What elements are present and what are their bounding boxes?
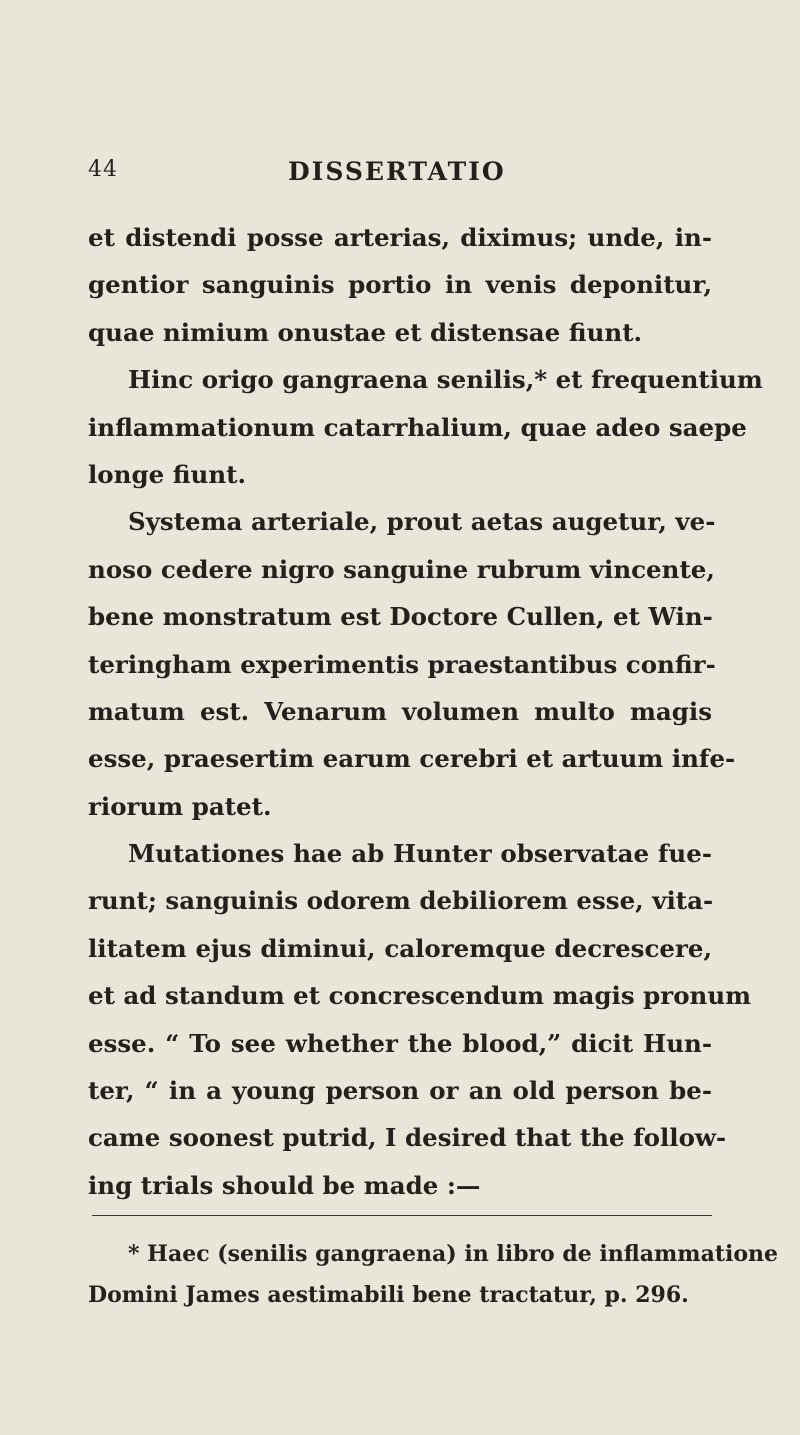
running-head <box>88 157 708 187</box>
text-line: came soonest putrid, I desired that the follow- <box>88 1123 727 1153</box>
running-head-title: DISSERTATIO <box>288 157 506 186</box>
text-line: noso cedere nigro sanguine rubrum vincente, <box>88 554 715 584</box>
text-line: ing trials should be made :— <box>88 1170 481 1200</box>
text-line: litatem ejus diminui, caloremque decrescere, <box>88 933 712 963</box>
text-line: runt; sanguinis odorem debiliorem esse, vita- <box>88 886 714 916</box>
body-text <box>88 214 763 1209</box>
text-line: esse, praesertim earum cerebri et artuum infe- <box>88 744 736 774</box>
text-line: inflammationum catarrhalium, quae adeo saepe <box>88 412 747 442</box>
text-line: et distendi posse arterias, diximus; unde, in- <box>88 223 712 252</box>
footnote <box>88 1234 779 1316</box>
text-line: quae nimium onustae et distensae fiunt. <box>88 317 643 347</box>
text-line: riorum patet. <box>88 791 272 821</box>
text-line: esse. “ To see whether the blood,” dicit Hun- <box>88 1028 712 1058</box>
text-line: teringham experimentis praestantibus confir- <box>88 649 716 679</box>
page-number: 44 <box>88 157 118 182</box>
footnote-line: * Haec (senilis gangraena) in libro de inflammatione <box>128 1241 779 1267</box>
text-line: Mutationes hae ab Hunter observatae fue- <box>128 839 712 869</box>
text-line: Systema arteriale, prout aetas augetur, ve- <box>128 507 716 537</box>
text-line: matum est. Venarum volumen multo magis <box>88 696 712 726</box>
text-line: et ad standum et concrescendum magis pronum <box>88 981 752 1011</box>
text-line: Hinc origo gangraena senilis,* et frequentium <box>128 365 763 395</box>
text-line: longe fiunt. <box>88 459 246 489</box>
text-line: gentior sanguinis portio in venis deponitur, <box>88 270 712 300</box>
footnote-divider <box>92 1215 712 1216</box>
text-line: bene monstratum est Doctore Cullen, et Win- <box>88 602 713 632</box>
footnote-line: Domini James aestimabili bene tractatur, p. 296. <box>88 1282 689 1308</box>
text-line: ter, “ in a young person or an old person be- <box>88 1076 712 1106</box>
